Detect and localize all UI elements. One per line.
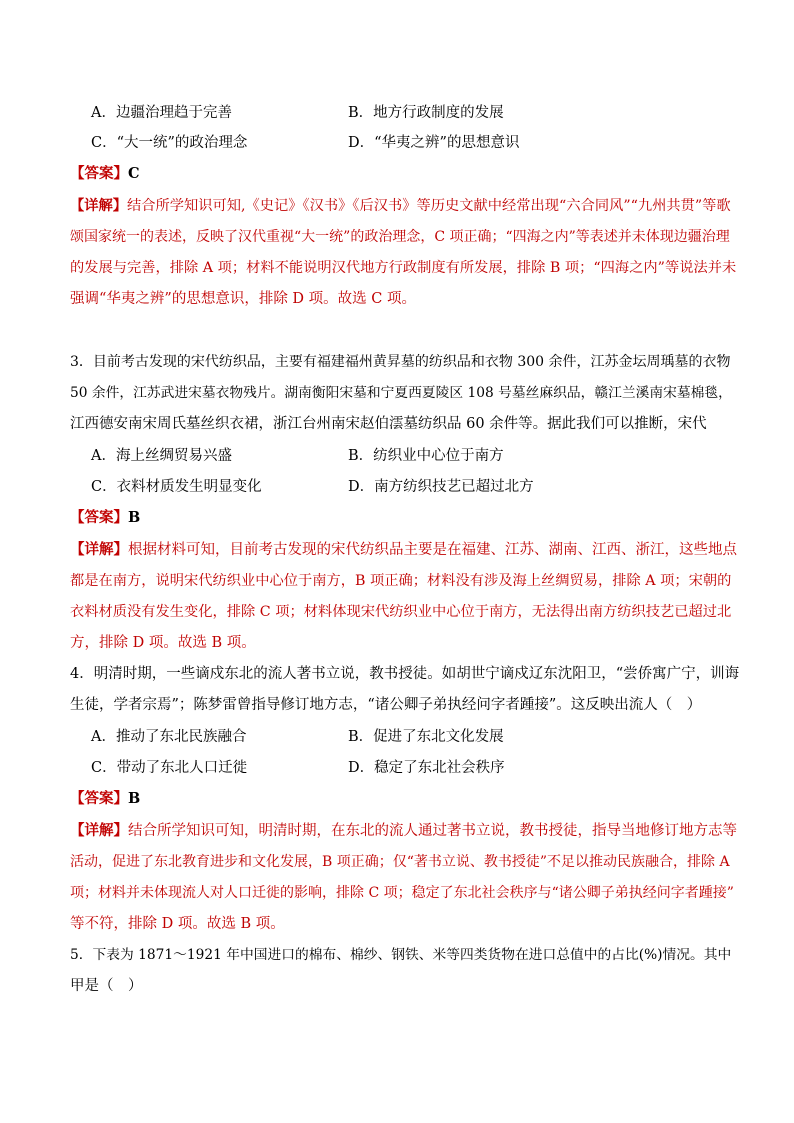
q3-detail-line-4: 方，排除 D 项。故选 B 项。 <box>70 635 256 651</box>
q3-option-b: B．纺织业中心位于南方 <box>348 448 504 464</box>
q2-detail-line-1: 【详解】结合所学知识可知,《史记》《汉书》《后汉书》等历史文献中经常出现“六合同风”“九州共贯”等歌 <box>70 198 731 214</box>
q2-option-b: B．地方行政制度的发展 <box>348 105 504 121</box>
q4-option-c: C．带动了东北人口迁徙 <box>91 760 248 776</box>
answer-tag: 【答案】 <box>70 165 128 182</box>
q4-stem-line-2: 生徒，学者宗焉”；陈梦雷曾指导修订地方志，“诸公卿子弟执经问字者踵接”。这反映出流人（ ） <box>70 697 702 713</box>
q3-stem-line-1: 3．目前考古发现的宋代纺织品，主要有福建福州黄昇墓的纺织品和衣物 300 余件，江苏金坛周瑀墓的衣物 <box>70 354 731 370</box>
answer-value: B <box>128 509 141 526</box>
answer-tag: 【答案】 <box>70 509 128 526</box>
q4-option-b: B．促进了东北文化发展 <box>348 729 504 745</box>
q4-detail-line-3: 项；材料并未体现流人对人口迁徙的影响，排除 C 项；稳定了东北社会秩序与“诸公卿子弟执经问字者踵接” <box>70 885 734 901</box>
q2-detail-line-2: 颂国家统一的表述，反映了汉代重视“大一统”的政治理念，C 项正确；“四海之内”等表述并未体现边疆治理 <box>70 229 730 245</box>
q2-option-d: D．“华夷之辨”的思想意识 <box>348 135 520 151</box>
q2-option-a: A．边疆治理趋于完善 <box>91 105 232 121</box>
q3-option-d: D．南方纺织技艺已超过北方 <box>348 479 534 495</box>
q4-option-d: D．稳定了东北社会秩序 <box>348 760 505 776</box>
q2-detail-line-4: 强调“华夷之辨”的思想意识，排除 D 项。故选 C 项。 <box>70 291 416 307</box>
q4-detail-line-1: 【详解】结合所学知识可知，明清时期，在东北的流人通过著书立说，教书授徒，指导当地修订地方志等 <box>70 822 737 839</box>
q5-stem-line-2: 甲是（ ） <box>70 978 143 994</box>
q3-detail-line-3: 衣料材质没有发生变化，排除 C 项；材料体现宋代纺织业中心位于南方，无法得出南方纺织技艺已超过北 <box>70 604 732 620</box>
q4-answer <box>70 789 140 809</box>
q3-stem-line-3: 江西德安南宋周氏墓丝织衣裙，浙江台州南宋赵伯澐墓纺织品 60 余件等。据此我们可以推断，宋代 <box>70 416 707 432</box>
q3-option-c: C．衣料材质发生明显变化 <box>91 479 262 495</box>
q2-answer <box>70 164 140 184</box>
q3-detail-line-1: 【详解】根据材料可知，目前考古发现的宋代纺织品主要是在福建、江苏、湖南、江西、浙江，这些地点 <box>70 541 737 558</box>
detail-tag: 【详解】 <box>70 198 128 214</box>
q2-option-c: C．“大一统”的政治理念 <box>91 135 248 151</box>
answer-tag: 【答案】 <box>70 790 128 807</box>
detail-tag: 【详解】 <box>70 822 128 839</box>
q3-detail-line-2: 都是在南方，说明宋代纺织业中心位于南方，B 项正确；材料没有涉及海上丝绸贸易，排除 A 项；宋朝的 <box>70 573 732 589</box>
q3-option-a: A．海上丝绸贸易兴盛 <box>91 448 232 464</box>
answer-value: C <box>128 165 140 182</box>
q4-detail-line-2: 活动，促进了东北教育进步和文化发展，B 项正确；仅“著书立说、教书授徒”不足以推动民族融合，排除 A <box>70 854 730 870</box>
q4-option-a: A．推动了东北民族融合 <box>91 729 247 745</box>
q4-stem-line-1: 4．明清时期，一些谪戍东北的流人著书立说，教书授徒。如胡世宁谪戍辽东沈阳卫，“尝侨寓广宁，训诲 <box>70 666 740 682</box>
q3-answer <box>70 508 140 528</box>
q3-stem-line-2: 50 余件，江苏武进宋墓衣物残片。湖南衡阳宋墓和宁夏西夏陵区 108 号墓丝麻织品，赣江兰溪南宋墓棉毯， <box>70 385 732 401</box>
q2-detail-line-3: 的发展与完善，排除 A 项；材料不能说明汉代地方行政制度有所发展，排除 B 项；“四海之内”等说法并未 <box>70 260 737 276</box>
q5-stem-line-1: 5．下表为 1871～1921 年中国进口的棉布、棉纱、钢铁、米等四类货物在进口总值中的占比(%)情况。其中 <box>70 947 732 963</box>
detail-tag: 【详解】 <box>70 541 128 558</box>
q4-detail-line-4: 等不符，排除 D 项。故选 B 项。 <box>70 916 285 932</box>
answer-value: B <box>128 790 141 807</box>
